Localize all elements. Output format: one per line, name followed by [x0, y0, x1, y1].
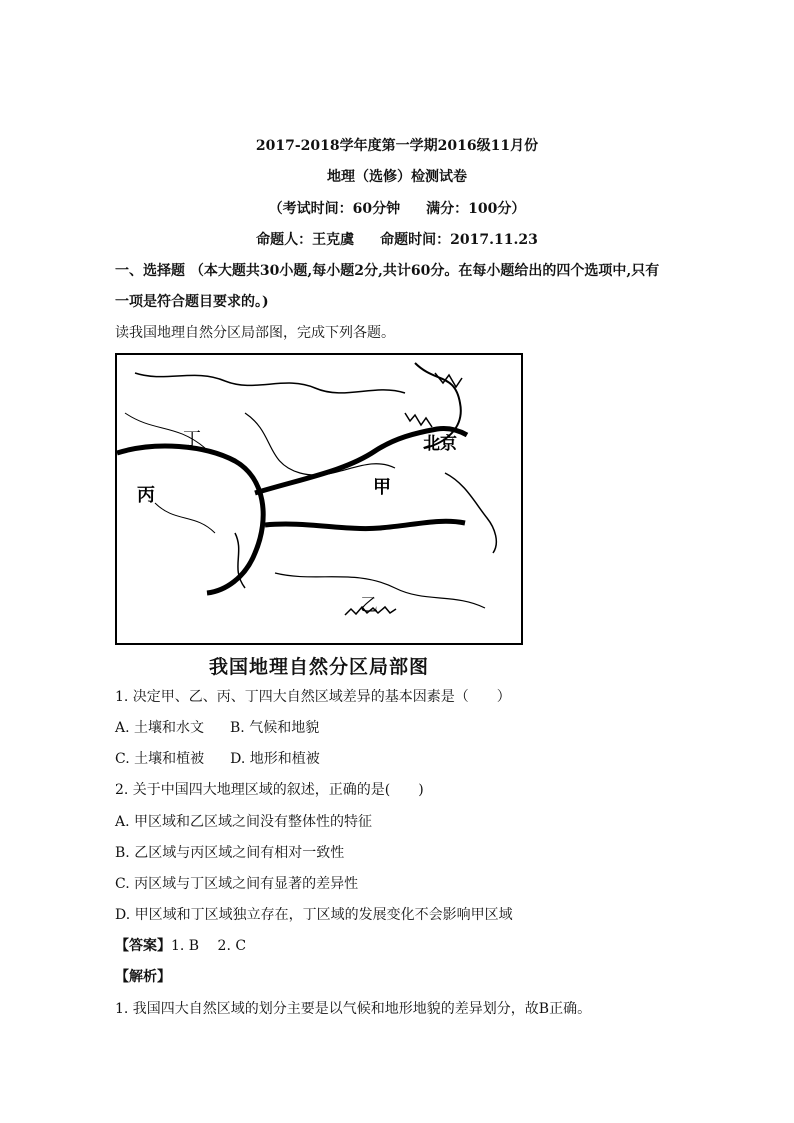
question-2-option-b: B. 乙区域与丙区域之间有相对一致性 — [115, 845, 345, 861]
question-2-option-a: A. 甲区域和乙区域之间没有整体性的特征 — [115, 814, 373, 830]
map-label-bing: 丙 — [137, 485, 155, 506]
answer-line — [115, 935, 246, 955]
analysis-label: 【解析】 — [115, 969, 171, 985]
exam-score: 满分：100分） — [426, 201, 526, 217]
map-caption: 我国地理自然分区局部图 — [208, 656, 429, 678]
analysis-line1: 1. 我国四大自然区域的划分主要是以气候和地形地貌的差异划分，故B正确。 — [115, 1001, 592, 1017]
map-label-jia: 甲 — [373, 477, 391, 498]
option-d: D. 地形和植被 — [230, 751, 320, 767]
map-label-yi: 乙 — [360, 595, 378, 616]
question-2-option-d: D. 甲区域和丁区域独立存在，丁区域的发展变化不会影响甲区域 — [115, 907, 513, 923]
author: 命题人：王克虞 — [256, 232, 355, 248]
question-1-stem: 1. 决定甲、乙、丙、丁四大自然区域差异的基本因素是（ ） — [115, 689, 511, 705]
doc-title-line1: 2017-2018学年度第一学期2016级11月份 — [255, 138, 539, 154]
map-label-ding: 丁 — [183, 429, 201, 450]
option-b: B. 气候和地貌 — [230, 720, 320, 736]
region-map — [115, 353, 523, 645]
question-2-stem: 2. 关于中国四大地理区域的叙述，正确的是( ) — [115, 782, 424, 798]
doc-title-line2: 地理（选修）检测试卷 — [327, 169, 467, 185]
exam-time: （考试时间：60分钟 — [268, 201, 401, 217]
question-2-option-c: C. 丙区域与丁区域之间有显著的差异性 — [115, 876, 359, 892]
map-label-beijing: 北京 — [423, 434, 457, 454]
date: 命题时间：2017.11.23 — [380, 232, 538, 248]
section-heading-line2: 一项是符合题目要求的。) — [115, 294, 269, 310]
question-1-options-row2 — [115, 748, 320, 768]
answer-label: 【答案】 — [115, 938, 171, 954]
question-1-options-row1 — [115, 717, 319, 737]
intro-text: 读我国地理自然分区局部图，完成下列各题。 — [115, 325, 395, 341]
author-info — [0, 229, 794, 249]
option-a: A. 土壤和水文 — [115, 720, 205, 736]
exam-info — [0, 198, 794, 218]
answer-value: 1. B 2. C — [171, 938, 247, 954]
option-c: C. 土壤和植被 — [115, 751, 205, 767]
section-heading-line1: 一、选择题 （本大题共30小题,每小题2分,共计60分。在每小题给出的四个选项中,只有 — [115, 263, 660, 279]
